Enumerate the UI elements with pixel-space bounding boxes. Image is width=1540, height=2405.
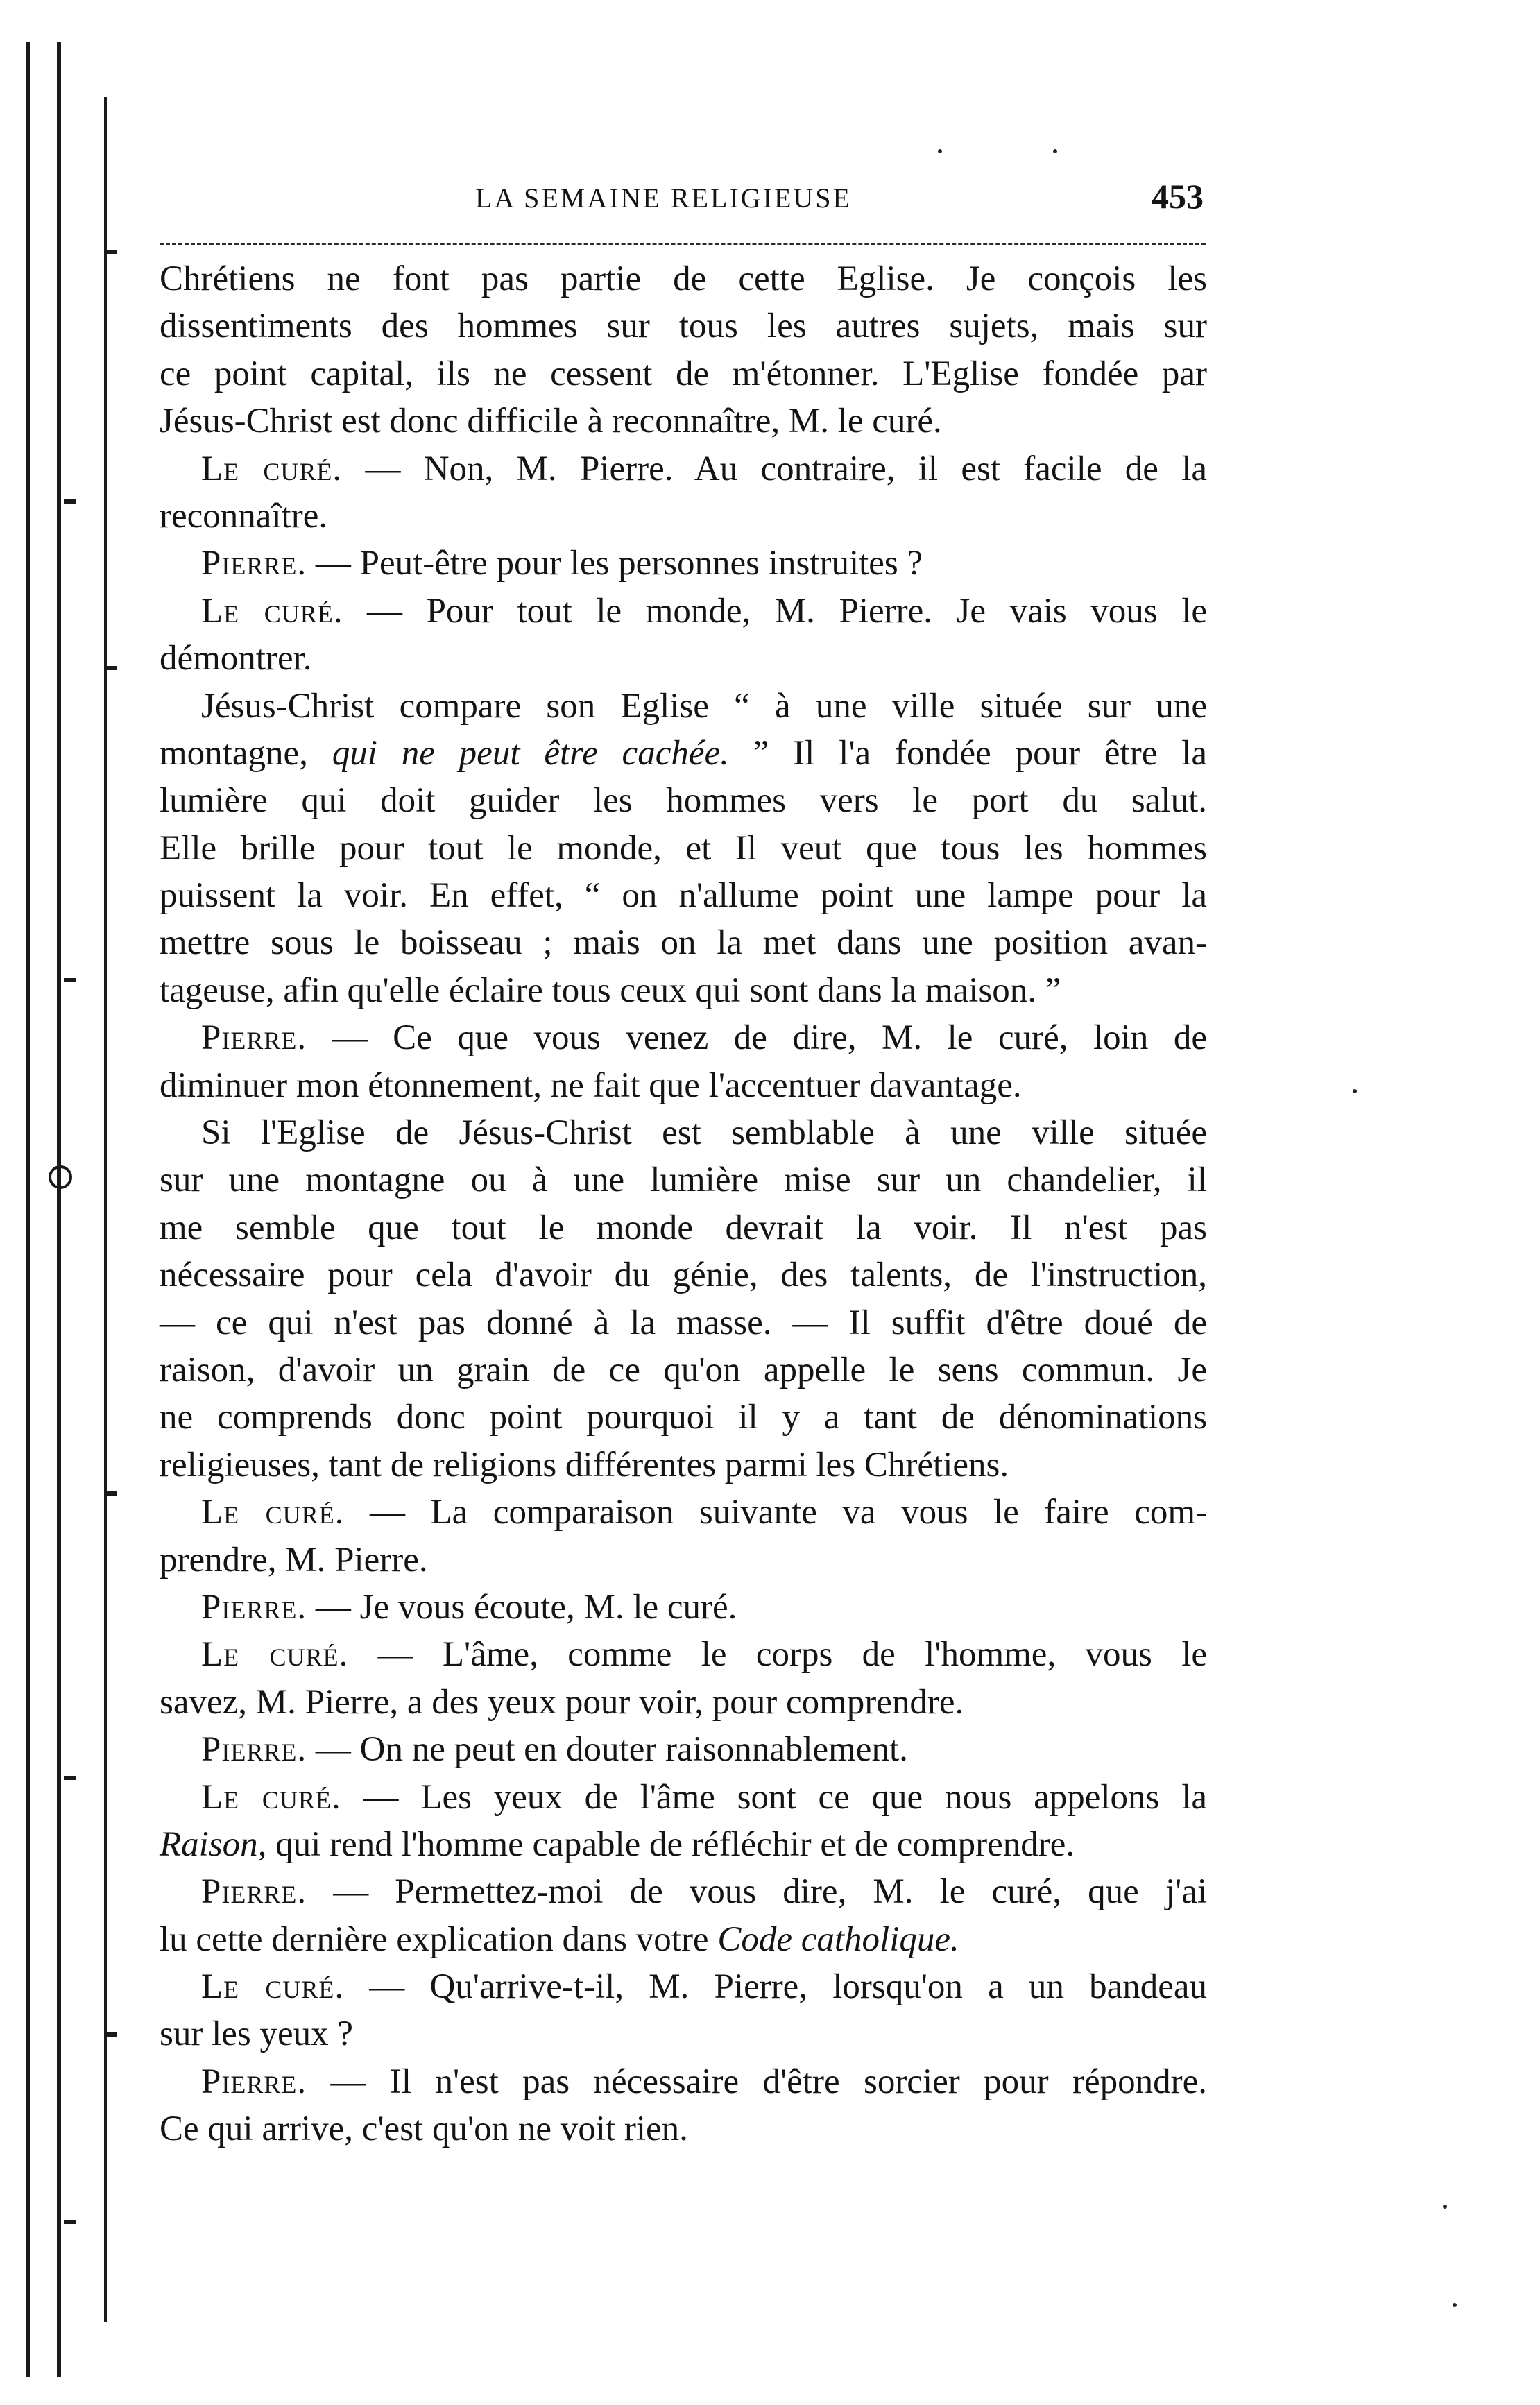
scan-speck <box>1353 1089 1357 1093</box>
text-segment: sur une montagne ou à une lumière mise sur un chandelier, il <box>160 1161 1207 1200</box>
text-line <box>160 1299 1207 1346</box>
italic-phrase: Code catholique. <box>717 1919 959 1959</box>
speaker-name: Le curé. <box>201 1967 345 2007</box>
text-segment: Si l'Eglise de Jésus-Christ est semblable à une ville située <box>201 1113 1207 1153</box>
text-line <box>160 1251 1207 1299</box>
binding-mark <box>104 2032 117 2037</box>
text-line <box>160 493 1207 540</box>
text-line <box>160 1441 1207 1489</box>
text-line <box>160 1394 1207 1441</box>
text-segment: — Les yeux de l'âme sont ce que nous appelons la <box>341 1777 1208 1817</box>
text-segment: — Il n'est pas nécessaire d'être sorcier pour répondre. <box>307 2062 1207 2101</box>
binding-mark <box>64 499 76 504</box>
text-segment: prendre, M. Pierre. <box>160 1540 428 1580</box>
binding-mark <box>104 1491 117 1496</box>
speaker-name: Le curé. <box>201 1493 345 1532</box>
binding-mark <box>104 250 117 254</box>
speaker-name: Le curé. <box>201 591 343 631</box>
text-line <box>160 1821 1207 1868</box>
text-segment: raison, d'avoir un grain de ce qu'on appelle le sens commun. Je <box>160 1350 1207 1389</box>
text-segment: sur les yeux ? <box>160 2014 354 2054</box>
text-line <box>160 302 1207 350</box>
text-line <box>160 350 1207 397</box>
binding-edge-line <box>104 97 107 2322</box>
text-line <box>160 2105 1207 2152</box>
text-segment: — Peut-être pour les personnes instruites ? <box>307 544 923 583</box>
text-line <box>160 1726 1207 1773</box>
speaker-name: Pierre. <box>201 2062 307 2101</box>
italic-phrase: Raison, <box>160 1824 267 1864</box>
text-line <box>160 777 1207 824</box>
text-line <box>160 397 1207 445</box>
text-line <box>160 255 1207 302</box>
text-line <box>160 1916 1207 1963</box>
text-line <box>160 1774 1207 1821</box>
scan-speck <box>1053 149 1057 153</box>
text-segment: puissent la voir. En effet, “ on n'allume point une lampe pour la <box>160 876 1207 916</box>
text-segment: — Qu'arrive-t-il, M. Pierre, lorsqu'on a un bandeau <box>344 1967 1208 2007</box>
text-segment: — On ne peut en douter raisonnablement. <box>307 1730 908 1770</box>
speaker-name: Pierre. <box>201 1018 307 1058</box>
text-line <box>160 1346 1207 1394</box>
text-segment: montagne, <box>160 733 332 773</box>
text-segment: ” Il l'a fondée pour être la <box>728 733 1207 773</box>
speaker-name: Pierre. <box>201 1872 307 1912</box>
binding-mark <box>104 666 117 670</box>
text-segment: Elle brille pour tout le monde, et Il veut que tous les hommes <box>160 828 1207 868</box>
text-line <box>160 730 1207 777</box>
text-line <box>160 2058 1207 2105</box>
binding-mark <box>64 1776 76 1780</box>
header-rule <box>160 243 1206 245</box>
speaker-name: Pierre. <box>201 544 307 583</box>
text-segment: religieuses, tant de religions différentes parmi les Chrétiens. <box>160 1445 1009 1484</box>
speaker-name: Pierre. <box>201 1587 307 1627</box>
text-line <box>160 919 1207 966</box>
text-segment: savez, M. Pierre, a des yeux pour voir, pour comprendre. <box>160 1682 964 1722</box>
text-segment: Chrétiens ne font pas partie de cette Eglise. Je conçois les <box>160 259 1207 298</box>
binding-mark <box>49 1165 72 1189</box>
text-line <box>160 540 1207 587</box>
scan-speck <box>1443 2205 1447 2209</box>
text-segment: — L'âme, comme le corps de l'homme, vous le <box>348 1635 1208 1675</box>
text-segment: Jésus-Christ compare son Eglise “ à une ville située sur une <box>201 686 1207 726</box>
text-segment: — Pour tout le monde, M. Pierre. Je vais vous le <box>343 591 1207 631</box>
text-line <box>160 445 1207 493</box>
italic-phrase: qui ne peut être cachée. <box>332 733 729 773</box>
text-segment: ce point capital, ils ne cessent de m'étonner. L'Eglise fondée par <box>160 354 1207 393</box>
text-segment: me semble que tout le monde devrait la voir. Il n'est pas <box>160 1208 1207 1247</box>
body-text <box>160 255 1207 2153</box>
text-segment: — Je vous écoute, M. le curé. <box>307 1587 737 1627</box>
text-line <box>160 1489 1207 1536</box>
text-line <box>160 683 1207 730</box>
text-line <box>160 1109 1207 1156</box>
text-line <box>160 1963 1207 2010</box>
text-segment: qui rend l'homme capable de réfléchir et de comprendre. <box>266 1824 1075 1864</box>
text-segment: Ce qui arrive, c'est qu'on ne voit rien. <box>160 2109 688 2149</box>
binding-mark <box>64 2220 76 2224</box>
text-line <box>160 1679 1207 1726</box>
binding-margin <box>0 0 139 2405</box>
running-head <box>388 177 1204 223</box>
scan-speck <box>1453 2303 1457 2307</box>
text-segment: — Non, M. Pierre. Au contraire, il est facile de la <box>342 449 1207 488</box>
scan-speck <box>938 149 942 153</box>
text-line <box>160 1204 1207 1251</box>
text-segment: — Permettez-moi de vous dire, M. le curé, que j'ai <box>307 1872 1207 1912</box>
running-title: LA SEMAINE RELIGIEUSE <box>475 182 852 214</box>
text-segment: Jésus-Christ est donc difficile à reconnaître, M. le curé. <box>160 402 942 441</box>
text-segment: dissentiments des hommes sur tous les autres sujets, mais sur <box>160 307 1207 346</box>
text-line <box>160 635 1207 682</box>
text-segment: lu cette dernière explication dans votre <box>160 1919 718 1959</box>
text-line <box>160 1537 1207 1584</box>
text-line <box>160 967 1207 1014</box>
text-segment: tageuse, afin qu'elle éclaire tous ceux qui sont dans la maison. ” <box>160 970 1061 1010</box>
page-number: 453 <box>1152 177 1204 216</box>
speaker-name: Le curé. <box>201 1777 341 1817</box>
text-line <box>160 1868 1207 1915</box>
text-line <box>160 872 1207 919</box>
text-segment: mettre sous le boisseau ; mais on la met dans une position avan- <box>160 923 1207 963</box>
text-segment: — Ce que vous venez de dire, M. le curé, loin de <box>307 1018 1207 1058</box>
text-segment: — La comparaison suivante va vous le faire com- <box>344 1493 1208 1532</box>
binding-mark <box>64 978 76 982</box>
text-line <box>160 2010 1207 2057</box>
speaker-name: Le curé. <box>201 1635 349 1675</box>
text-segment: — ce qui n'est pas donné à la masse. — Il suffit d'être doué de <box>160 1303 1207 1342</box>
text-segment: diminuer mon étonnement, ne fait que l'accentuer davantage. <box>160 1065 1022 1105</box>
text-segment: ne comprends donc point pourquoi il y a tant de dénominations <box>160 1398 1207 1437</box>
binding-edge-line <box>57 42 61 2377</box>
text-line <box>160 1156 1207 1204</box>
text-line <box>160 825 1207 872</box>
text-line <box>160 1631 1207 1678</box>
text-segment: démontrer. <box>160 639 312 678</box>
text-segment: lumière qui doit guider les hommes vers le port du salut. <box>160 781 1207 821</box>
text-line <box>160 1014 1207 1061</box>
text-segment: reconnaître. <box>160 496 328 536</box>
speaker-name: Le curé. <box>201 449 343 488</box>
text-line <box>160 588 1207 635</box>
binding-edge-line <box>26 42 30 2377</box>
speaker-name: Pierre. <box>201 1730 307 1770</box>
text-line <box>160 1062 1207 1109</box>
text-segment: nécessaire pour cela d'avoir du génie, des talents, de l'instruction, <box>160 1256 1207 1295</box>
text-line <box>160 1584 1207 1631</box>
